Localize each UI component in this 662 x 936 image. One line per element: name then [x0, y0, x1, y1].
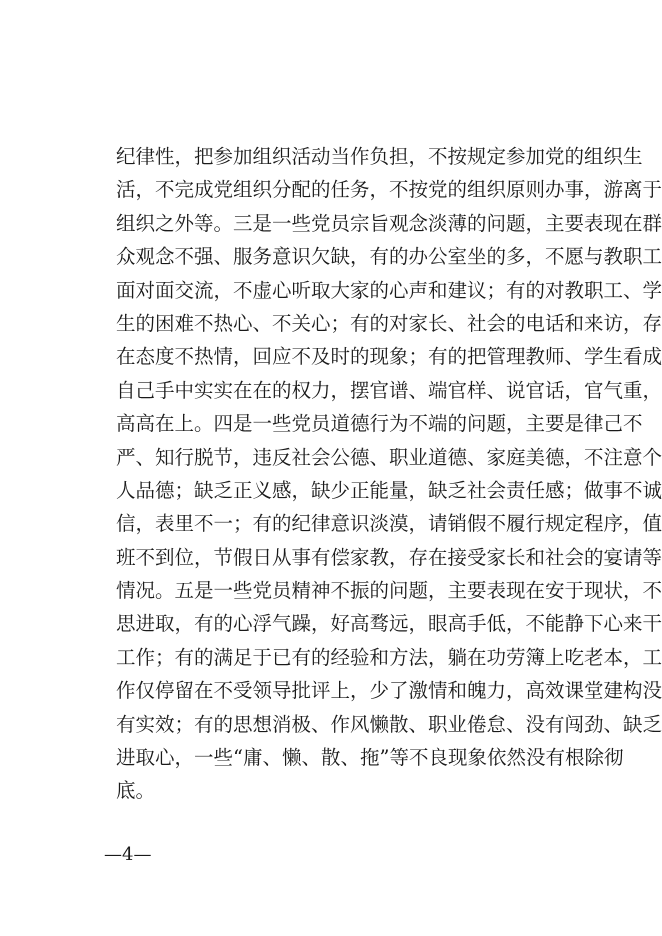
text-line: 面对面交流，不虚心听取大家的心声和建议；有的对教职工、学 [116, 278, 662, 302]
text-line: 班不到位，节假日从事有偿家教，存在接受家长和社会的宴请等 [116, 545, 662, 569]
text-line: 众观念不强、服务意识欠缺，有的办公室坐的多，不愿与教职工 [116, 245, 662, 269]
text-line: 活，不完成党组织分配的任务，不按党的组织原则办事，游离于 [116, 178, 662, 202]
page-number: —4— [104, 844, 152, 865]
text-line: 信，表里不一；有的纪律意识淡漠，请销假不履行规定程序，值 [116, 512, 662, 536]
text-line: 严、知行脱节，违反社会公德、职业道德、家庭美德，不注意个 [116, 445, 662, 469]
text-line: 组织之外等。三是一些党员宗旨观念淡薄的问题，主要表现在群 [116, 211, 662, 235]
text-line: 情况。五是一些党员精神不振的问题，主要表现在安于现状，不 [116, 579, 662, 603]
text-line: 工作；有的满足于已有的经验和方法，躺在功劳簿上吃老本，工 [116, 645, 662, 669]
text-line: 生的困难不热心、不关心；有的对家长、社会的电话和来访，存 [116, 311, 662, 335]
text-line: 思进取，有的心浮气躁，好高骛远，眼高手低，不能静下心来干 [116, 612, 662, 636]
text-line: 在态度不热情，回应不及时的现象；有的把管理教师、学生看成 [116, 345, 662, 369]
text-line: 自己手中实实在在的权力，摆官谱、端官样、说官话，官气重， [116, 378, 662, 402]
text-line: 纪律性，把参加组织活动当作负担，不按规定参加党的组织生 [116, 145, 643, 168]
text-line: 人品德；缺乏正义感，缺少正能量，缺乏社会责任感；做事不诚 [116, 478, 662, 502]
text-line: 高高在上。四是一些党员道德行为不端的问题，主要是律己不 [116, 412, 643, 436]
text-line: 有实效；有的思想消极、作风懒散、职业倦怠、没有闯劲、缺乏 [116, 712, 662, 736]
body-paragraph [116, 140, 662, 808]
text-line: 进取心，一些“庸、懒、散、拖”等不良现象依然没有根除彻 [116, 746, 624, 770]
text-line: 作仅停留在不受领导批评上，少了激情和魄力，高效课堂建构没 [116, 679, 662, 703]
text-line: 底。 [116, 779, 156, 803]
